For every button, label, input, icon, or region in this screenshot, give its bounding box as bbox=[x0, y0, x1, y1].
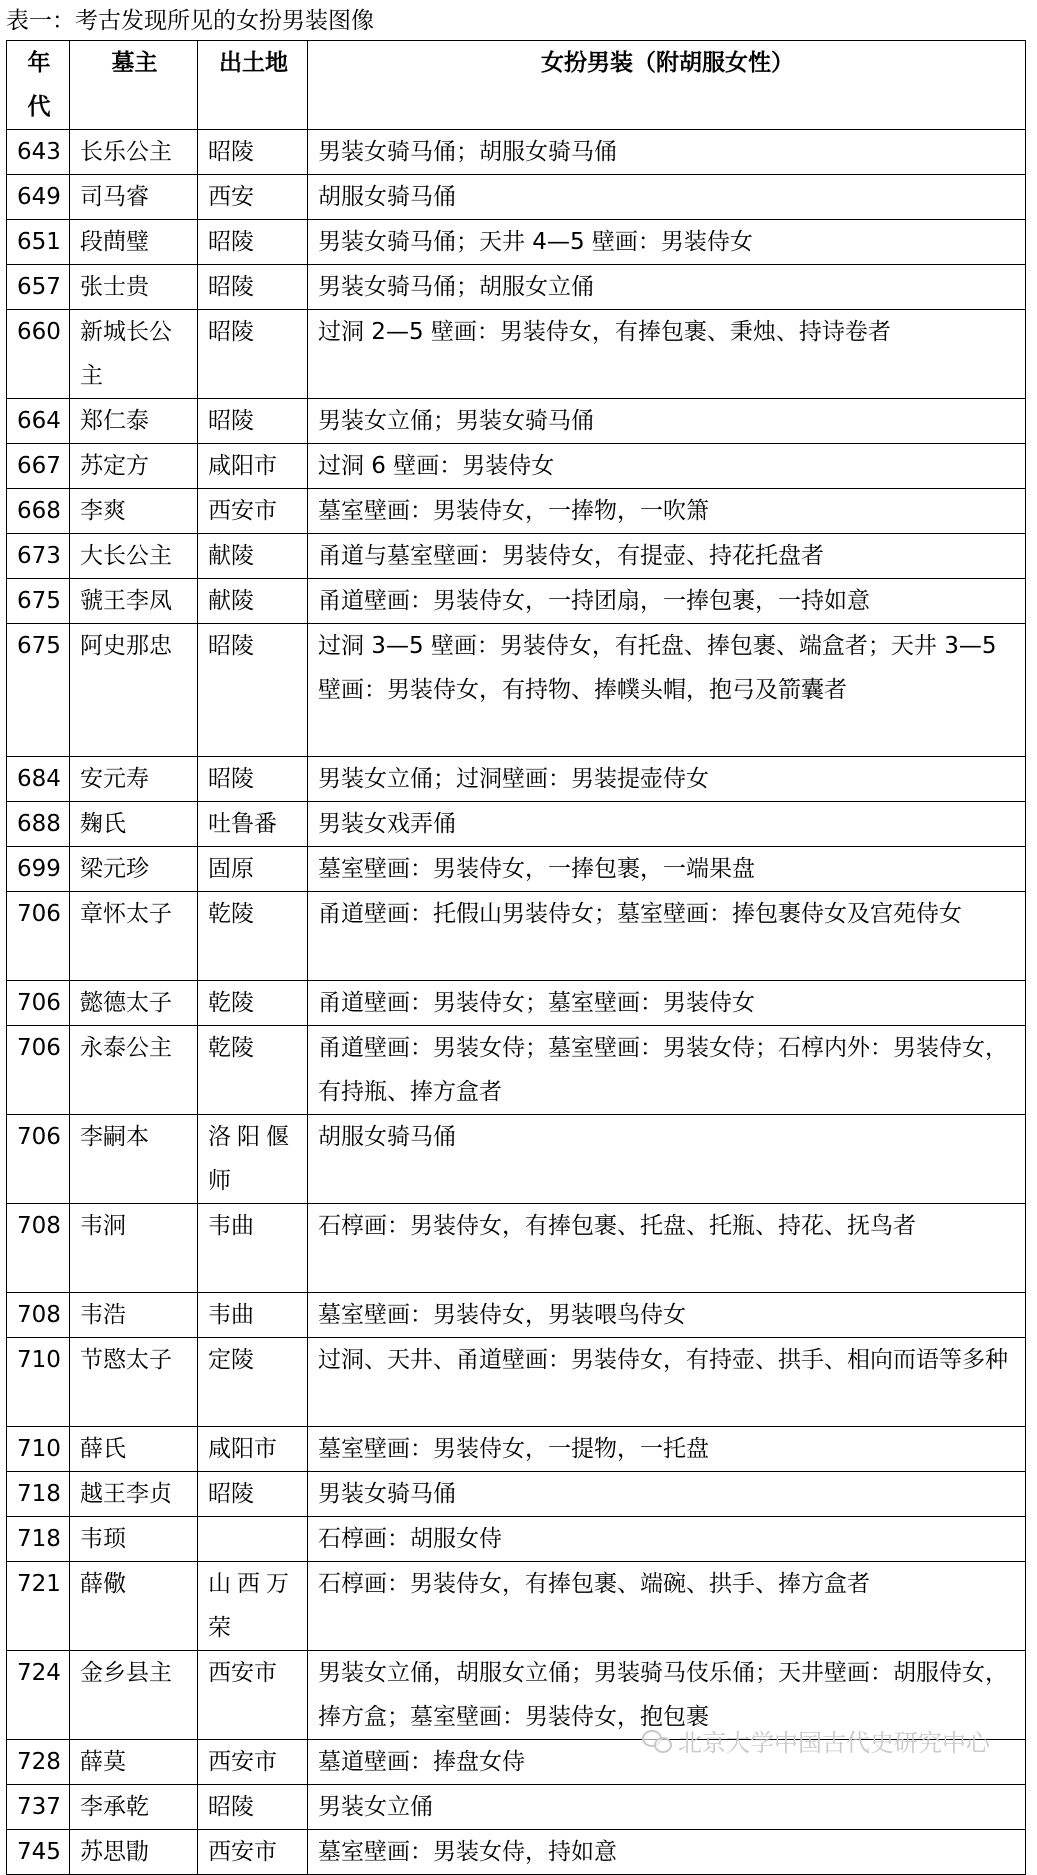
table-row bbox=[7, 847, 1026, 892]
table-row bbox=[7, 1115, 1026, 1204]
cell-place: 乾陵 bbox=[198, 892, 308, 981]
cell-place: 咸阳市 bbox=[198, 1427, 308, 1472]
table-row bbox=[7, 1472, 1026, 1517]
cell-place: 昭陵 bbox=[198, 220, 308, 265]
cell-owner: 李嗣本 bbox=[70, 1115, 198, 1204]
cell-owner: 李承乾 bbox=[70, 1785, 198, 1830]
cell-description: 墓室壁画：男装女侍，持如意 bbox=[308, 1830, 1026, 1875]
cell-description: 墓室壁画：男装侍女，一捧物，一吹箫 bbox=[308, 489, 1026, 534]
cell-year: 708 bbox=[7, 1293, 70, 1338]
cell-description: 墓道壁画：捧盘女侍 bbox=[308, 1740, 1026, 1785]
table-row bbox=[7, 130, 1026, 175]
cell-year: 710 bbox=[7, 1427, 70, 1472]
cell-description: 石椁画：男装侍女，有捧包裹、托盘、托瓶、持花、抚鸟者 bbox=[308, 1204, 1026, 1293]
cell-owner: 韦浩 bbox=[70, 1293, 198, 1338]
cell-place: 昭陵 bbox=[198, 1785, 308, 1830]
cell-description: 男装女立俑 bbox=[308, 1785, 1026, 1830]
cell-year: 718 bbox=[7, 1472, 70, 1517]
cell-owner: 薛氏 bbox=[70, 1427, 198, 1472]
cell-description: 甬道壁画：男装侍女；墓室壁画：男装侍女 bbox=[308, 981, 1026, 1026]
table-row bbox=[7, 624, 1026, 757]
cell-owner: 苏定方 bbox=[70, 444, 198, 489]
cell-owner: 新城长公主 bbox=[70, 310, 198, 399]
cell-place: 昭陵 bbox=[198, 399, 308, 444]
cell-year: 737 bbox=[7, 1785, 70, 1830]
cell-description: 过洞 2—5 壁画：男装侍女，有捧包裹、秉烛、持诗卷者 bbox=[308, 310, 1026, 399]
cell-description: 墓室壁画：男装侍女，一提物，一托盘 bbox=[308, 1427, 1026, 1472]
cell-description: 男装女骑马俑；天井 4—5 壁画：男装侍女 bbox=[308, 220, 1026, 265]
watermark-text: 北京大学中国古代史研究中心 bbox=[678, 1728, 990, 1757]
table-row bbox=[7, 1830, 1026, 1875]
table-row bbox=[7, 981, 1026, 1026]
table-row bbox=[7, 1651, 1026, 1740]
cell-year: 724 bbox=[7, 1651, 70, 1740]
cell-description: 甬道壁画：男装女侍；墓室壁画：男装女侍；石椁内外：男装侍女，有持瓶、捧方盒者 bbox=[308, 1026, 1026, 1115]
table-row bbox=[7, 534, 1026, 579]
cell-year: 673 bbox=[7, 534, 70, 579]
cell-year: 718 bbox=[7, 1517, 70, 1562]
cell-owner: 虢王李凤 bbox=[70, 579, 198, 624]
cell-description: 胡服女骑马俑 bbox=[308, 175, 1026, 220]
cell-place: 咸阳市 bbox=[198, 444, 308, 489]
cell-place: 西安市 bbox=[198, 1740, 308, 1785]
table-row bbox=[7, 175, 1026, 220]
cell-year: 688 bbox=[7, 802, 70, 847]
cell-year: 651 bbox=[7, 220, 70, 265]
table-row bbox=[7, 399, 1026, 444]
cell-place: 山西万荣 bbox=[198, 1562, 308, 1651]
cell-description: 过洞 3—5 壁画：男装侍女，有托盘、捧包裹、端盒者；天井 3—5 壁画：男装侍女，有持物、捧幞头帽，抱弓及箭囊者 bbox=[308, 624, 1026, 757]
cell-year: 710 bbox=[7, 1338, 70, 1427]
cell-owner: 张士贵 bbox=[70, 265, 198, 310]
table-row bbox=[7, 1338, 1026, 1427]
cell-year: 643 bbox=[7, 130, 70, 175]
cell-owner: 永泰公主 bbox=[70, 1026, 198, 1115]
table-row bbox=[7, 802, 1026, 847]
cell-owner: 麹氏 bbox=[70, 802, 198, 847]
table-row bbox=[7, 1293, 1026, 1338]
cell-owner: 苏思勖 bbox=[70, 1830, 198, 1875]
cell-owner: 长乐公主 bbox=[70, 130, 198, 175]
cell-year: 745 bbox=[7, 1830, 70, 1875]
cell-place: 乾陵 bbox=[198, 1026, 308, 1115]
table-body bbox=[7, 130, 1026, 1875]
cell-year: 649 bbox=[7, 175, 70, 220]
cell-place: 定陵 bbox=[198, 1338, 308, 1427]
cell-place: 昭陵 bbox=[198, 624, 308, 757]
cell-year: 728 bbox=[7, 1740, 70, 1785]
cell-year: 668 bbox=[7, 489, 70, 534]
cell-year: 721 bbox=[7, 1562, 70, 1651]
cell-owner: 阿史那忠 bbox=[70, 624, 198, 757]
cell-year: 706 bbox=[7, 1115, 70, 1204]
table-row bbox=[7, 1427, 1026, 1472]
cell-place: 昭陵 bbox=[198, 1472, 308, 1517]
cell-owner: 越王李贞 bbox=[70, 1472, 198, 1517]
cell-description: 甬道壁画：托假山男装侍女；墓室壁画：捧包裹侍女及宫苑侍女 bbox=[308, 892, 1026, 981]
cell-year: 660 bbox=[7, 310, 70, 399]
cell-year: 708 bbox=[7, 1204, 70, 1293]
cell-owner: 韦顼 bbox=[70, 1517, 198, 1562]
cell-description: 墓室壁画：男装侍女，男装喂鸟侍女 bbox=[308, 1293, 1026, 1338]
cell-place: 乾陵 bbox=[198, 981, 308, 1026]
cell-year: 706 bbox=[7, 1026, 70, 1115]
cell-owner: 安元寿 bbox=[70, 757, 198, 802]
header-year: 年代 bbox=[7, 41, 70, 130]
cell-description: 男装女立俑，胡服女立俑；男装骑马伎乐俑；天井壁画：胡服侍女，捧方盒；墓室壁画：男装侍女，抱包裹 bbox=[308, 1651, 1026, 1740]
cell-owner: 郑仁泰 bbox=[70, 399, 198, 444]
cell-place: 洛阳偃师 bbox=[198, 1115, 308, 1204]
table-row bbox=[7, 310, 1026, 399]
header-description: 女扮男装（附胡服女性） bbox=[308, 41, 1026, 130]
archaeology-table bbox=[6, 40, 1026, 1875]
cell-description: 男装女骑马俑 bbox=[308, 1472, 1026, 1517]
cell-year: 706 bbox=[7, 981, 70, 1026]
table-row bbox=[7, 1026, 1026, 1115]
table-row bbox=[7, 444, 1026, 489]
cell-description: 墓室壁画：男装侍女，一捧包裹，一端果盘 bbox=[308, 847, 1026, 892]
table-header-row bbox=[7, 41, 1026, 130]
cell-description: 男装女戏弄俑 bbox=[308, 802, 1026, 847]
cell-description: 石椁画：男装侍女，有捧包裹、端碗、拱手、捧方盒者 bbox=[308, 1562, 1026, 1651]
cell-year: 675 bbox=[7, 624, 70, 757]
cell-year: 699 bbox=[7, 847, 70, 892]
table-row bbox=[7, 489, 1026, 534]
cell-owner: 司马睿 bbox=[70, 175, 198, 220]
table-row bbox=[7, 757, 1026, 802]
cell-place: 昭陵 bbox=[198, 757, 308, 802]
cell-owner: 李爽 bbox=[70, 489, 198, 534]
cell-owner: 大长公主 bbox=[70, 534, 198, 579]
cell-place: 献陵 bbox=[198, 534, 308, 579]
cell-description: 过洞 6 壁画：男装侍女 bbox=[308, 444, 1026, 489]
cell-year: 664 bbox=[7, 399, 70, 444]
cell-owner: 薛莫 bbox=[70, 1740, 198, 1785]
cell-place: 韦曲 bbox=[198, 1293, 308, 1338]
cell-owner: 段蔄璧 bbox=[70, 220, 198, 265]
cell-owner: 金乡县主 bbox=[70, 1651, 198, 1740]
cell-description: 甬道壁画：男装侍女，一持团扇，一捧包裹，一持如意 bbox=[308, 579, 1026, 624]
cell-owner: 章怀太子 bbox=[70, 892, 198, 981]
table-row bbox=[7, 1785, 1026, 1830]
cell-owner: 节愍太子 bbox=[70, 1338, 198, 1427]
cell-year: 657 bbox=[7, 265, 70, 310]
table-row bbox=[7, 579, 1026, 624]
cell-place: 韦曲 bbox=[198, 1204, 308, 1293]
cell-place: 昭陵 bbox=[198, 130, 308, 175]
cell-description: 男装女立俑；男装女骑马俑 bbox=[308, 399, 1026, 444]
cell-place: 西安市 bbox=[198, 1830, 308, 1875]
cell-owner: 薛儆 bbox=[70, 1562, 198, 1651]
cell-owner: 懿德太子 bbox=[70, 981, 198, 1026]
cell-description: 男装女骑马俑；胡服女骑马俑 bbox=[308, 130, 1026, 175]
table-row bbox=[7, 220, 1026, 265]
cell-place: 献陵 bbox=[198, 579, 308, 624]
cell-description: 胡服女骑马俑 bbox=[308, 1115, 1026, 1204]
table-row bbox=[7, 1562, 1026, 1651]
table-caption: 表一：考古发现所见的女扮男装图像 bbox=[6, 8, 374, 34]
cell-year: 684 bbox=[7, 757, 70, 802]
cell-place: 西安 bbox=[198, 175, 308, 220]
cell-year: 675 bbox=[7, 579, 70, 624]
table-row bbox=[7, 892, 1026, 981]
header-owner: 墓主 bbox=[70, 41, 198, 130]
cell-description: 石椁画：胡服女侍 bbox=[308, 1517, 1026, 1562]
cell-place: 固原 bbox=[198, 847, 308, 892]
cell-year: 706 bbox=[7, 892, 70, 981]
cell-place: 西安市 bbox=[198, 1651, 308, 1740]
table-row bbox=[7, 265, 1026, 310]
cell-place: 吐鲁番 bbox=[198, 802, 308, 847]
cell-owner: 韦泂 bbox=[70, 1204, 198, 1293]
cell-place: 昭陵 bbox=[198, 310, 308, 399]
cell-place: 西安市 bbox=[198, 489, 308, 534]
table-row bbox=[7, 1740, 1026, 1785]
header-place: 出土地 bbox=[198, 41, 308, 130]
cell-description: 男装女骑马俑；胡服女立俑 bbox=[308, 265, 1026, 310]
cell-year: 667 bbox=[7, 444, 70, 489]
table-row bbox=[7, 1517, 1026, 1562]
cell-owner: 梁元珍 bbox=[70, 847, 198, 892]
cell-description: 男装女立俑；过洞壁画：男装提壶侍女 bbox=[308, 757, 1026, 802]
cell-description: 甬道与墓室壁画：男装侍女，有提壶、持花托盘者 bbox=[308, 534, 1026, 579]
cell-place: 昭陵 bbox=[198, 265, 308, 310]
table-row bbox=[7, 1204, 1026, 1293]
cell-description: 过洞、天井、甬道壁画：男装侍女，有持壶、拱手、相向而语等多种 bbox=[308, 1338, 1026, 1427]
cell-place bbox=[198, 1517, 308, 1562]
